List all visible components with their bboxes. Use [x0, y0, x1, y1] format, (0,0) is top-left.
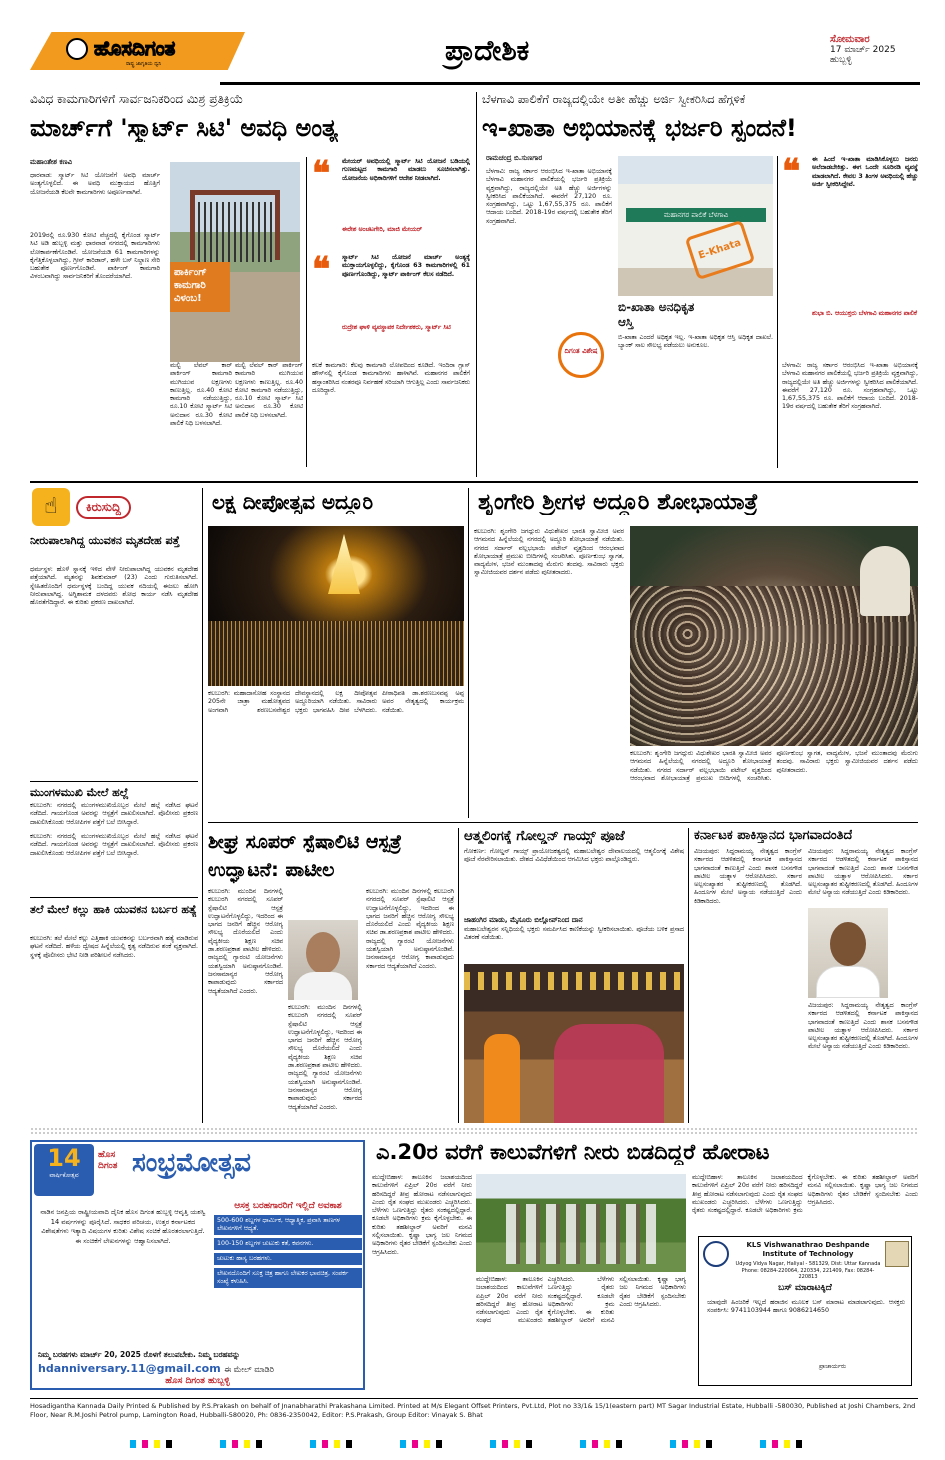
kiru1-text: ಧರ್ಮಸ್ಥಳ: ಹೊಳೆ ಸ್ನಾನಕ್ಕೆ ಇಳಿದ ವೇಳೆ ನೀರುಪಾಲಾಗಿದ್ದ ಯುವಕನ ಮೃತದೇಹ ಪತ್ತೆಯಾಗಿದೆ. ಮೃತನನ್ನು ಶಿವಕುಮಾರ್ (23) ಎಂದು ಗುರುತಿಸಲಾಗಿದೆ. ಸ್ನೇಹಿತರೊಂದಿಗೆ ಧರ್ಮಸ್ಥಳಕ್ಕೆ ಬಂದಿದ್ದ ಯುವಕ ನದಿಯಲ್ಲಿ ಈಜಲು ಹೋಗಿ ನೀರುಪಾಲಾಗಿದ್ದ. ಅಗ್ನಿಶಾಮಕ ದಳದವರು ಶೋಧ ಕಾರ್ಯ ನಡೆಸಿ ಮೃತದೇಹ ಹೊರತೆಗೆದಿದ್ದಾರೆ. ಈ ಕುರಿತು ಪ್ರಕರಣ ದಾಖಲಾಗಿದೆ.	[30, 566, 198, 607]
rule-4: ಲೇಖನದೊಂದಿಗೆ ಸೂಕ್ತ ಚಿತ್ರ ಹಾಗೂ ಲೇಖಕರ ಭಾವಚಿತ್ರ, ಸಂಪರ್ಕ ಸಂಖ್ಯೆ ಕಳುಹಿಸಿ.	[214, 1268, 362, 1288]
masthead	[30, 32, 918, 88]
devotees	[554, 1024, 664, 1123]
masthead-city: ಹುಬ್ಬಳ್ಳಿ	[830, 55, 852, 65]
anniv-number: 14	[47, 1144, 81, 1172]
parking-callout-text: ಪಾರ್ಕಿಂಗ್ ಕಾಮಗಾರಿ ವಿಳಂಬ!	[174, 267, 207, 304]
pooja-headline: ಆತ್ಮಲಿಂಗಕ್ಕೆ ಗೋಲ್ಡನ್ ಗಾಯ್ಸ್ ಪೂಜೆ	[464, 828, 625, 844]
kiru3-text: ಕಲಬುರಗಿ: ತಲೆ ಮೇಲೆ ಕಲ್ಲು ಎತ್ತಿಹಾಕಿ ಯುವಕನನ್ನು ಬರ್ಬರವಾಗಿ ಹತ್ಯೆ ಮಾಡಿರುವ ಘಟನೆ ನಡೆದಿದೆ. ಹಳೆಯ ದ್ವೇಷದ ಹಿನ್ನೆಲೆಯಲ್ಲಿ ಕೃತ್ಯ ನಡೆದಿರುವ ಶಂಕೆ ವ್ಯಕ್ತವಾಗಿದೆ. ಸ್ಥಳಕ್ಕೆ ಪೊಲೀಸರು ಭೇಟಿ ನೀಡಿ ಪರಿಶೀಲನೆ ನಡೆಸಿದರು.	[30, 935, 198, 959]
pakistan-text-col1: ವಿಜಯಪುರ: ಸಿದ್ದರಾಮಯ್ಯ ನೇತೃತ್ವದ ಕಾಂಗ್ರೆಸ್ ಸರ್ಕಾರದ ಆಡಳಿತದಲ್ಲಿ ಕರ್ನಾಟಕ ಪಾಕಿಸ್ತಾನದ ಭಾಗವಾದಂತೆ ಕಾಣುತ್ತಿದೆ ಎಂದು ಶಾಸಕ ಬಸನಗೌಡ ಪಾಟೀಲ ಯತ್ನಾಳ ಆರೋಪಿಸಿದರು. ಸರ್ಕಾರ ಅಲ್ಪಸಂಖ್ಯಾತರ ತುಷ್ಟೀಕರಣದಲ್ಲಿ ತೊಡಗಿದೆ. ಹಿಂದೂಗಳ ಮೇಲೆ ಅನ್ಯಾಯ ನಡೆಯುತ್ತಿದೆ ಎಂದು ಕಿಡಿಕಾರಿದರು.	[694, 848, 802, 905]
ekhata-building-photo	[618, 156, 773, 296]
kls-emblem-icon	[885, 1241, 909, 1267]
parking-callout	[170, 262, 230, 312]
story2-body-col3: ಬೆಳಗಾವಿ: ರಾಜ್ಯ ಸರ್ಕಾರ ಆರಂಭಿಸಿದ ಇ-ಖಾತಾ ಅಭಿಯಾನಕ್ಕೆ ಬೆಳಗಾವಿ ಮಹಾನಗರ ಪಾಲಿಕೆಯಲ್ಲಿ ಭರ್ಜರಿ ಪ್ರತಿಕ್ರಿಯೆ ವ್ಯಕ್ತವಾಗಿದ್ದು, ರಾಜ್ಯದಲ್ಲಿಯೇ ಅತಿ ಹೆಚ್ಚು ಅರ್ಜಿಗಳನ್ನು ಸ್ವೀಕರಿಸಿದ ಪಾಲಿಕೆಯಾಗಿದೆ. ಈವರೆಗೆ 27,120 ರೂ. ಸಂಗ್ರಹವಾಗಿದ್ದು, ಒಟ್ಟು 1,67,55,375 ರೂ. ಪಾಲಿಕೆಗೆ ಆದಾಯ ಬಂದಿದೆ. 2018-19ರ ವರ್ಷದಲ್ಲಿ ಬಹುತೇಕ ತೆರಿಗೆ ಸಂಗ್ರಹವಾಗಿದೆ.	[782, 362, 918, 411]
story-deepotsava	[208, 488, 464, 818]
quote3-author: ಶುಭಾ ಬಿ. ಆಯುಕ್ತರು ಬೆಳಗಾವಿ ಮಹಾನಗರ ಪಾಲಿಕೆ	[812, 310, 917, 317]
temple-tower	[328, 534, 360, 594]
sambhrama-ad	[30, 1140, 365, 1390]
farmers-group	[506, 1204, 656, 1264]
pooja-photo	[464, 964, 684, 1123]
kiru2-text-cont: ಕಲಬುರಗಿ: ನಗರದಲ್ಲಿ ಮುಂಗಳಮುಖಿಯೊಬ್ಬರ ಮೇಲೆ ಹಲ್ಲೆ ನಡೆಸಿದ ಘಟನೆ ನಡೆದಿದೆ. ಗಾಯಗೊಂಡ ಅವರನ್ನು ಆಸ್ಪತ್ರೆಗೆ ದಾಖಲಿಸಲಾಗಿದೆ. ಪೊಲೀಸರು ಪ್ರಕರಣ ದಾಖಲಿಸಿಕೊಂಡು ಆರೋಪಿಗಳ ಪತ್ತೆಗೆ ಬಲೆ ಬೀಸಿದ್ದಾರೆ.	[30, 833, 198, 857]
shringeri-photo	[630, 526, 918, 746]
kirusuddi-header	[30, 488, 198, 528]
priest-1	[484, 1034, 520, 1123]
imprint: Hosadigantha Kannada Daily Printed & Published by P.S.Prakash on behalf of Jnanabharathi Prakashana Limited. Printed at M/s Elegant Offset Printers, Pvt.Ltd, Plot no 33/1& 15/1(eastern part) MT Sagar Industrial Estate, Hubballi -580030, Published at Joshi Chambers, 2nd Floor, Near R.M.Joshi Petrol pump, Lamington Road, Hubballi-580020, Ph: 0836-2350042, Editor: P.S.Prakash, Group Editor: Vinayak S. Bhat	[30, 1402, 916, 1419]
masthead-date-block	[830, 34, 920, 65]
masthead-day: ಸೋಮವಾರ	[830, 34, 870, 45]
canal-text-col2: ಮುದ್ದೇಬಿಹಾಳ: ತಾಲೂಕಿನ ಜಲಾಶಯದಿಂದ ಕಾಲುವೆಗಳಿಗೆ ಏಪ್ರಿಲ್ 20ರ ವರೆಗೆ ನೀರು ಹರಿಸದಿದ್ದರೆ ತೀವ್ರ ಹೋರಾಟ ನಡೆಸಲಾಗುವುದು ಎಂದು ರೈತ ಸಂಘದ ಮುಖಂಡರು ಎಚ್ಚರಿಸಿದರು. ಬೆಳೆಗಳು ಒಣಗುತ್ತಿದ್ದು ರೈತರು ಸಂಕಷ್ಟದಲ್ಲಿದ್ದಾರೆ. ಕೂಡಲೇ ಅಧಿಕಾರಿಗಳು ಕ್ರಮ ಕೈಗೊಳ್ಳಬೇಕು. ಈ ಕುರಿತು ತಹಶೀಲ್ದಾರ್ ಅವರಿಗೆ ಮನವಿ ಸಲ್ಲಿಸಲಾಯಿತು. ಕೃಷ್ಣಾ ಭಾಗ್ಯ ಜಲ ನಿಗಮದ ಅಧಿಕಾರಿಗಳು ರೈತರ ಬೇಡಿಕೆಗೆ ಸ್ಪಂದಿಸಬೇಕು ಎಂದು ಆಗ್ರಹಿಸಿದರು.	[476, 1276, 686, 1325]
deepotsava-headline: ಲಕ್ಷ ದೀಪೋತ್ಸವ ಅದ್ದೂರಿ	[212, 490, 374, 514]
sambhrama-deadline: ನಿಮ್ಮ ಬರಹಗಳು ಮಾರ್ಚ್ 20, 2025 ರೊಳಗೆ ತಲುಪಬೇಕು. ನಿಮ್ಮ ಬರಹವನ್ನು	[38, 1350, 240, 1359]
shringeri-headline: ಶೃಂಗೇರಿ ಶ್ರೀಗಳ ಅದ್ದೂರಿ ಶೋಭಾಯಾತ್ರೆ	[478, 490, 758, 515]
section-title: ಪ್ರಾದೇಶಿಕ	[445, 34, 530, 67]
divider-1	[30, 481, 918, 483]
rule-2: 100-150 ಶಬ್ದಗಳ ಚುಟುಕು ಕತೆ, ಕವನಗಳು.	[214, 1238, 362, 1250]
deepo-divider-v	[468, 488, 469, 818]
story1-quote1	[312, 154, 470, 248]
yatnal-photo	[808, 908, 888, 998]
pooja-text: ಗೋಕರ್ಣ: ಗೋಲ್ಡನ್ ಗಾಯ್ಸ್ ಪ್ರಾಯೋಜಕತ್ವದಲ್ಲಿ ಮಹಾಬಲೇಶ್ವರ ದೇವಾಲಯದಲ್ಲಿ ಆತ್ಮಲಿಂಗಕ್ಕೆ ವಿಶೇಷ ಪೂಜೆ ನೆರವೇರಿಸಲಾಯಿತು. ದೇಶದ ವಿವಿಧೆಡೆಯಿಂದ ಆಗಮಿಸಿದ ಭಕ್ತರು ಪಾಲ್ಗೊಂಡಿದ್ದರು.	[464, 848, 684, 864]
story2-body: ಬೆಳಗಾವಿ: ರಾಜ್ಯ ಸರ್ಕಾರ ಆರಂಭಿಸಿದ ಇ-ಖಾತಾ ಅಭಿಯಾನಕ್ಕೆ ಬೆಳಗಾವಿ ಮಹಾನಗರ ಪಾಲಿಕೆಯಲ್ಲಿ ಭರ್ಜರಿ ಪ್ರತಿಕ್ರಿಯೆ ವ್ಯಕ್ತವಾಗಿದ್ದು, ರಾಜ್ಯದಲ್ಲಿಯೇ ಅತಿ ಹೆಚ್ಚು ಅರ್ಜಿಗಳನ್ನು ಸ್ವೀಕರಿಸಿದ ಪಾಲಿಕೆಯಾಗಿದೆ. ಈವರೆಗೆ 27,120 ರೂ. ಸಂಗ್ರಹವಾಗಿದ್ದು, ಒಟ್ಟು 1,67,55,375 ರೂ. ಪಾಲಿಕೆಗೆ ಆದಾಯ ಬಂದಿದೆ. 2018-19ರ ವರ್ಷದಲ್ಲಿ ಬಹುತೇಕ ತೆರಿಗೆ ಸಂಗ್ರಹವಾಗಿದೆ.	[486, 168, 612, 225]
kiru2-title: ಮುಂಗಳಮುಖಿ ಮೇಲೆ ಹಲ್ಲೆ	[30, 786, 129, 799]
gate-bars	[198, 202, 272, 262]
quote2-text: ಸ್ಮಾರ್ಟ್ ಸಿಟಿ ಯೋಜನೆ ಮಾರ್ಚ್ ಅಂತ್ಯಕ್ಕೆ ಮುಕ್ತಾಯಗೊಳ್ಳಲಿದ್ದು, ಕೈಗೊಂಡ 63 ಕಾಮಗಾರಿಗಳಲ್ಲಿ 61 ಪೂರ್ಣಗೊಂಡಿದ್ದು, ಸ್ಮಾರ್ಟ್ ಪಾರ್ಕಿಂಗ್ ಕೆಲಸ ನಡೆದಿದೆ.	[342, 254, 470, 278]
story2-headline: ಇ-ಖಾತಾ ಅಭಿಯಾನಕ್ಕೆ ಭರ್ಜರಿ ಸ್ಪಂದನೆ!	[482, 114, 797, 142]
sambhrama-footer: ಹೊಸ ದಿಗಂತ ಹುಬ್ಬಳ್ಳಿ	[165, 1376, 230, 1386]
imprint-rule	[30, 1398, 918, 1399]
anniv-small: ಹೊಸ ದಿಗಂತ	[98, 1150, 118, 1171]
quote1-author: ಈರೇಶ ಅಂಚಟಗೇರಿ, ಮಾಜಿ ಮೇಯರ್	[342, 226, 423, 233]
hospital-headline: ಶೀಘ್ರ ಸೂಪರ್ ಸ್ಪೆಷಾಲಿಟಿ ಆಸ್ಪತ್ರೆ ಉದ್ಘಾಟನೆ: ಪಾಟೀಲ	[208, 831, 402, 881]
kls-ad-text: ಯಾವುದೇ ಹಿಂಜರಿಕೆ ಇಲ್ಲದೆ ಹರಾಜಿನ ಮೂಲಕ ಬಸ್ ಮಾರಾಟ ಮಾಡಲಾಗುವುದು. ಆಸಕ್ತರು ಸಂಪರ್ಕಿಸಿ: 9741103944 ಹಾಗೂ 9086214650	[707, 1299, 905, 1315]
kiru2-text: ಕಲಬುರಗಿ: ನಗರದಲ್ಲಿ ಮುಂಗಳಮುಖಿಯೊಬ್ಬರ ಮೇಲೆ ಹಲ್ಲೆ ನಡೆಸಿದ ಘಟನೆ ನಡೆದಿದೆ. ಗಾಯಗೊಂಡ ಅವರನ್ನು ಆಸ್ಪತ್ರೆಗೆ ದಾಖಲಿಸಲಾಗಿದೆ. ಪೊಲೀಸರು ಪ್ರಕರಣ ದಾಖಲಿಸಿಕೊಂಡು ಆರೋಪಿಗಳ ಪತ್ತೆಗೆ ಬಲೆ ಬೀಸಿದ್ದಾರೆ.	[30, 802, 198, 826]
kiru1-title: ನೀರುಪಾಲಾಗಿದ್ದ ಯುವಕನ ಮೃತದೇಹ ಪತ್ತೆ	[30, 534, 180, 547]
deepotsava-text: ಕಲಬುರಗಿ: ಮಹಾದಾಸೋಹ ಸಂಸ್ಥಾನದ 205ನೇ ಜಾತ್ರಾ ಮಹೋತ್ಸವದ ಅಂಗವಾಗಿ ಶರಣಬಸವೇಶ್ವರ ದೇವಸ್ಥಾನದಲ್ಲಿ ಲಕ್ಷ ದೀಪೋತ್ಸವ ಅದ್ದೂರಿಯಾಗಿ ನಡೆಯಿತು. ಸಾವಿರಾರು ಭಕ್ತರು ಭಾಗವಹಿಸಿ ದೀಪ ಬೆಳಗಿದರು. ಪೀಠಾಧಿಪತಿ ಡಾ.ಶರಣಬಸವಪ್ಪ ಅಪ್ಪ ಅವರ ನೇತೃತ್ವದಲ್ಲಿ ಕಾರ್ಯಕ್ರಮ ನಡೆಯಿತು.	[208, 690, 464, 714]
hospital-text-col1: ಕಲಬುರಗಿ: ಮುಂದಿನ ದಿನಗಳಲ್ಲಿ ಕಲಬುರಗಿ ನಗರದಲ್ಲಿ ಸೂಪರ್ ಸ್ಪೆಷಾಲಿಟಿ ಆಸ್ಪತ್ರೆ ಉದ್ಘಾಟನೆಗೊಳ್ಳಲಿದ್ದು, ಇದರಿಂದ ಈ ಭಾಗದ ಜನರಿಗೆ ಹೆಚ್ಚಿನ ಆರೋಗ್ಯ ಸೌಲಭ್ಯ ದೊರೆಯಲಿದೆ ಎಂದು ವೈದ್ಯಕೀಯ ಶಿಕ್ಷಣ ಸಚಿವ ಡಾ.ಶರಣಪ್ರಕಾಶ ಪಾಟೀಲ ಹೇಳಿದರು. ರಾಜ್ಯದಲ್ಲಿ ಗ್ಯಾರಂಟಿ ಯೋಜನೆಗಳು ಯಶಸ್ವಿಯಾಗಿ ಅನುಷ್ಠಾನಗೊಂಡಿವೆ. ಜನಸಾಮಾನ್ಯರ ಆರೋಗ್ಯ ಕಾಪಾಡುವುದು ಸರ್ಕಾರದ ಆದ್ಯತೆಯಾಗಿದೆ ಎಂದರು.	[208, 888, 283, 995]
story2-caption-block	[618, 300, 773, 468]
quote1-text: ಮೇಯರ್ ಅವಧಿಯಲ್ಲಿ ಸ್ಮಾರ್ಟ್ ಸಿಟಿ ಯೋಜನೆ ಬಡಿಯಲ್ಲಿ ಗುಣಮಟ್ಟದ ಕಾಮಗಾರಿ ಮಾಡಲು ಸೂಚಿಸಲಾಗಿತ್ತು. ಯೋಜನೆಯ ಅಧಿಕಾರಿಗಳಿಗೆ ಆದೇಶ ನೀಡಲಾಗಿದೆ.	[342, 158, 470, 182]
story1-quote2	[312, 250, 470, 354]
story-shringeri	[474, 488, 918, 818]
email-address[interactable]: hdanniversary.11@gmail.com	[38, 1362, 221, 1375]
story2-caption: ಬಿ-ಖಾತಾ ಅನಧಿಕೃತ ಆಸ್ತಿ	[618, 300, 695, 329]
bells	[464, 972, 684, 990]
yatnal-face	[830, 922, 866, 966]
kiru-divider-2	[30, 897, 198, 898]
kls-ad-title: ಬಸ್ ಮಾರಾಟಕ್ಕಿದೆ	[778, 1283, 832, 1293]
masthead-rule	[220, 82, 920, 85]
story-ekhata	[482, 92, 918, 472]
kiru3-title: ತಲೆ ಮೇಲೆ ಕಲ್ಲು ಹಾಕಿ ಯುವಕನ ಬರ್ಬರ ಹತ್ಯೆ	[30, 903, 197, 916]
quote3-mark-icon: ❝	[782, 152, 801, 192]
kirusuddi-label: ಕಿರುಸುದ್ದಿ	[76, 496, 131, 519]
yatnal-shirt	[816, 966, 880, 998]
logo-text: ಹೊಸದಿಗಂತ	[94, 36, 176, 60]
story-smart-city	[30, 92, 470, 472]
story1-headline: ಮಾರ್ಚ್‌ಗೆ 'ಸ್ಮಾರ್ಟ್ ಸಿಟಿ' ಅವಧಿ ಅಂತ್ಯ	[30, 114, 338, 142]
kls-ad	[698, 1236, 912, 1386]
story-pakistan	[694, 828, 918, 1123]
story2-kicker: ಬೆಳಗಾವಿ ಪಾಲಿಕೆಗೆ ರಾಜ್ಯದಲ್ಲಿಯೇ ಅತೀ ಹೆಚ್ಚು ಅರ್ಜಿ ಸ್ವೀಕರಿಸಿದ ಹೆಗ್ಗಳಿಕೆ	[482, 92, 746, 106]
kirusuddi-column-2	[30, 833, 198, 1123]
patil-face	[306, 932, 340, 974]
palanquin	[860, 546, 910, 616]
anniv-sub: ವಾರ್ಷಿಕೋತ್ಸವ	[49, 1172, 79, 1179]
story1-divider	[306, 157, 307, 467]
pakistan-text-col2: ವಿಜಯಪುರ: ಸಿದ್ದರಾಮಯ್ಯ ನೇತೃತ್ವದ ಕಾಂಗ್ರೆಸ್ ಸರ್ಕಾರದ ಆಡಳಿತದಲ್ಲಿ ಕರ್ನಾಟಕ ಪಾಕಿಸ್ತಾನದ ಭಾಗವಾದಂತೆ ಕಾಣುತ್ತಿದೆ ಎಂದು ಶಾಸಕ ಬಸನಗೌಡ ಪಾಟೀಲ ಯತ್ನಾಳ ಆರೋಪಿಸಿದರು. ಸರ್ಕಾರ ಅಲ್ಪಸಂಖ್ಯಾತರ ತುಷ್ಟೀಕರಣದಲ್ಲಿ ತೊಡಗಿದೆ. ಹಿಂದೂಗಳ ಮೇಲೆ ಅನ್ಯಾಯ ನಡೆಯುತ್ತಿದೆ ಎಂದು ಕಿಡಿಕಾರಿದರು.	[808, 848, 918, 897]
story2-divider	[777, 156, 778, 468]
email-suffix: ಈ ಮೇಲ್ ಮಾಡಿರಿ	[224, 1365, 274, 1374]
story2-byline: ರಾಮಚಂದ್ರ ಬಿ.ಸುಣಗಾರ	[486, 154, 543, 162]
pakistan-text-col3: ವಿಜಯಪುರ: ಸಿದ್ದರಾಮಯ್ಯ ನೇತೃತ್ವದ ಕಾಂಗ್ರೆಸ್ ಸರ್ಕಾರದ ಆಡಳಿತದಲ್ಲಿ ಕರ್ನಾಟಕ ಪಾಕಿಸ್ತಾನದ ಭಾಗವಾದಂತೆ ಕಾಣುತ್ತಿದೆ ಎಂದು ಶಾಸಕ ಬಸನಗೌಡ ಪಾಟೀಲ ಯತ್ನಾಳ ಆರೋಪಿಸಿದರು. ಸರ್ಕಾರ ಅಲ್ಪಸಂಖ್ಯಾತರ ತುಷ್ಟೀಕರಣದಲ್ಲಿ ತೊಡಗಿದೆ. ಹಿಂದೂಗಳ ಮೇಲೆ ಅನ್ಯಾಯ ನಡೆಯುತ್ತಿದೆ ಎಂದು ಕಿಡಿಕಾರಿದರು.	[808, 1002, 918, 1051]
logo-emblem-icon	[66, 38, 88, 60]
logo-tagline: ರಾಷ್ಟ್ರ ಜಾಗೃತಿಯ ಧ್ವನಿ	[126, 61, 162, 67]
quote2-mark-icon: ❝	[312, 250, 331, 290]
shringeri-text: ಕಲಬುರಗಿ: ಶೃಂಗೇರಿ ಜಗದ್ಗುರು ವಿಧುಶೇಖರ ಭಾರತಿ ಸ್ವಾಮೀಜಿ ಅವರ ಆಗಮನದ ಹಿನ್ನೆಲೆಯಲ್ಲಿ ನಗರದಲ್ಲಿ ಅದ್ದೂರಿ ಶೋಭಾಯಾತ್ರೆ ನಡೆಯಿತು. ನಗರದ ಸರ್ದಾರ್ ವಲ್ಲಭಭಾಯಿ ಪಟೇಲ್ ವೃತ್ತದಿಂದ ಆರಂಭವಾದ ಶೋಭಾಯಾತ್ರೆ ಪ್ರಮುಖ ಬೀದಿಗಳಲ್ಲಿ ಸಂಚರಿಸಿತು. ಪೂರ್ಣಕುಂಭ ಸ್ವಾಗತ, ವಾದ್ಯಮೇಳ, ಭಜನೆ ಮುಂತಾದವು ಮೆರುಗು ತಂದವು. ಸಾವಿರಾರು ಭಕ್ತರು ಸ್ವಾಮೀಜಿಯವರ ದರ್ಶನ ಪಡೆದು ಪುನೀತರಾದರು.	[474, 528, 624, 577]
story-pooja	[464, 828, 684, 1123]
story1-byline: ಮಹಾಂತೇಶ ಕಣವಿ	[30, 158, 72, 166]
kls-phone: Phone: 08284-220064, 220334, 221409, Fax: 08284-220813	[741, 1268, 875, 1280]
canal-photo	[476, 1174, 686, 1272]
pooja-subtext: ಮಹಾಬಲೇಶ್ವರನ ಸನ್ನಿಧಿಯಲ್ಲಿ ಭಕ್ತರು ಸಮರ್ಪಿಸಿದ ಕಾಣಿಕೆಯನ್ನು ಸ್ವೀಕರಿಸಲಾಯಿತು. ಪೂಜೆಯ ಬಳಿಕ ಪ್ರಸಾದ ವಿತರಣೆ ನಡೆಯಿತು.	[464, 926, 684, 942]
anniv-badge	[34, 1144, 94, 1196]
kirusuddi-column	[30, 488, 198, 833]
patil-photo	[288, 920, 358, 1000]
story2-caption-text: ಬಿ-ಖಾತಾ ಎಂದರೆ ಅಧಿಕೃತ ಇಲ್ಲ. ಇ-ಖಾತಾ ಅಧಿಕೃತ ಆಸ್ತಿ ಅಧಿಕೃತ ದಾಖಲೆ. ಬ್ಯಾಂಕ್ ಸಾಲ ಸೌಲಭ್ಯ ಪಡೆಯಲು ಅನುಕೂಲ.	[618, 334, 773, 350]
rule-3: ಚುಟುಕು ಹಾಸ್ಯ ಬರಹಗಳು.	[214, 1253, 362, 1265]
dotted-separator	[30, 1127, 918, 1135]
quote3-text: ಈ ಹಿಂದೆ ಇ-ಖಾತಾ ಮಾಡಿಸಿಕೊಳ್ಳಲು ಜನರು ಅಲೆದಾಡಬೇಕಿತ್ತು. ಈಗ ಒಂದೇ ಸೂರಿನಡಿ ವ್ಯವಸ್ಥೆ ಮಾಡಲಾಗಿದೆ. ಕೇವಲ 3 ತಿಂಗಳ ಅವಧಿಯಲ್ಲಿ ಹೆಚ್ಚು ಅರ್ಜಿ ಸ್ವೀಕರಿಸಿದ್ದೇವೆ.	[812, 156, 918, 188]
canal-text-col1: ಮುದ್ದೇಬಿಹಾಳ: ತಾಲೂಕಿನ ಜಲಾಶಯದಿಂದ ಕಾಲುವೆಗಳಿಗೆ ಏಪ್ರಿಲ್ 20ರ ವರೆಗೆ ನೀರು ಹರಿಸದಿದ್ದರೆ ತೀವ್ರ ಹೋರಾಟ ನಡೆಸಲಾಗುವುದು ಎಂದು ರೈತ ಸಂಘದ ಮುಖಂಡರು ಎಚ್ಚರಿಸಿದರು. ಬೆಳೆಗಳು ಒಣಗುತ್ತಿದ್ದು ರೈತರು ಸಂಕಷ್ಟದಲ್ಲಿದ್ದಾರೆ. ಕೂಡಲೇ ಅಧಿಕಾರಿಗಳು ಕ್ರಮ ಕೈಗೊಳ್ಳಬೇಕು. ಈ ಕುರಿತು ತಹಶೀಲ್ದಾರ್ ಅವರಿಗೆ ಮನವಿ ಸಲ್ಲಿಸಲಾಯಿತು. ಕೃಷ್ಣಾ ಭಾಗ್ಯ ಜಲ ನಿಗಮದ ಅಧಿಕಾರಿಗಳು ರೈತರ ಬೇಡಿಕೆಗೆ ಸ್ಪಂದಿಸಬೇಕು ಎಂದು ಆಗ್ರಹಿಸಿದರು.	[372, 1174, 472, 1256]
story-hospital	[208, 828, 454, 1123]
story1-body: 2019ರಲ್ಲಿ ರೂ.930 ಕೋಟಿ ವೆಚ್ಚದಲ್ಲಿ ಕೈಗೊಂಡ ಸ್ಮಾರ್ಟ್ ಸಿಟಿ ಅಡಿ ಹುಬ್ಬಳ್ಳಿ ಮತ್ತು ಧಾರವಾಡ ನಗರದಲ್ಲಿ ಕಾಮಗಾರಿಗಳು ಲೋಕಾರ್ಪಣೆಗೊಂಡಿವೆ. ಯೋಜನೆಯಡಿ 61 ಕಾಮಗಾರಿಗಳನ್ನು ಕೈಗೆತ್ತಿಕೊಳ್ಳಲಾಗಿದ್ದು, ಗ್ರೀನ್ ಕಾರಿಡಾರ್, ಹಳೇ ಬಸ್ ನಿಲ್ದಾಣ ಸೇರಿ ಬಹುತೇಕ ಪೂರ್ಣಗೊಂಡಿವೆ. ಪಾರ್ಕಿಂಗ್ ಕಾಮಗಾರಿ ವಿಳಂಬವಾಗಿದ್ದು ಸಾರ್ವಜನಿಕರಿಗೆ ತೊಂದರೆಯಾಗಿದೆ.	[30, 232, 160, 281]
pooja-divider-v	[688, 828, 689, 1123]
deepotsava-photo	[208, 526, 464, 686]
shringeri-text-2: ಕಲಬುರಗಿ: ಶೃಂಗೇರಿ ಜಗದ್ಗುರು ವಿಧುಶೇಖರ ಭಾರತಿ ಸ್ವಾಮೀಜಿ ಅವರ ಆಗಮನದ ಹಿನ್ನೆಲೆಯಲ್ಲಿ ನಗರದಲ್ಲಿ ಅದ್ದೂರಿ ಶೋಭಾಯಾತ್ರೆ ನಡೆಯಿತು. ನಗರದ ಸರ್ದಾರ್ ವಲ್ಲಭಭಾಯಿ ಪಟೇಲ್ ವೃತ್ತದಿಂದ ಆರಂಭವಾದ ಶೋಭಾಯಾತ್ರೆ ಪ್ರಮುಖ ಬೀದಿಗಳಲ್ಲಿ ಸಂಚರಿಸಿತು. ಪೂರ್ಣಕುಂಭ ಸ್ವಾಗತ, ವಾದ್ಯಮೇಳ, ಭಜನೆ ಮುಂತಾದವು ಮೆರುಗು ತಂದವು. ಸಾವಿರಾರು ಭಕ್ತರು ಸ್ವಾಮೀಜಿಯವರ ದರ್ಶನ ಪಡೆದು ಪುನೀತರಾದರು.	[630, 750, 918, 782]
story1-kicker: ವಿವಿಧ ಕಾಮಗಾರಿಗಳಿಗೆ ಸಾರ್ವಜನಿಕರಿಂದ ಮಿಶ್ರ ಪ್ರತಿಕ್ರಿಯೆ	[30, 92, 244, 106]
divider-2	[208, 822, 918, 823]
story1-lead: ಧಾರವಾಡ: ಸ್ಮಾರ್ಟ್ ಸಿಟಿ ಯೋಜನೆಗೆ ಅವಧಿ ಮಾರ್ಚ್ ಅಂತ್ಯಗೊಳ್ಳಲಿದೆ. ಈ ಅವಧಿ ಮುಕ್ತಾಯದ ಹೊತ್ತಿಗೆ ಯೋಜನೆಯಡಿ ಕೆಲವೇ ಕಾಮಗಾರಿಗಳು ಅಪೂರ್ಣವಾಗಿವೆ.	[30, 172, 160, 196]
canal-headline: ಎ.20ರ ವರೆಗೆ ಕಾಲುವೆಗಳಿಗೆ ನೀರು ಬಿಡದಿದ್ದರೆ ಹೋರಾಟ	[376, 1140, 770, 1164]
kls-logo-icon	[703, 1241, 729, 1267]
rule-1: 500-600 ಶಬ್ದಗಳ ಧಾರ್ಮಿಕ, ಆಧ್ಯಾತ್ಮಿಕ, ಪ್ರವಾಸಿ ತಾಣಗಳ ಲೇಖನಗಳಿಗೆ ಆದ್ಯತೆ.	[214, 1215, 362, 1235]
kls-org: KLS Vishwanathrao Deshpande Institute of Technology	[746, 1241, 870, 1258]
sambhrama-headline: ಸಂಭ್ರಮೋತ್ಸವ	[132, 1148, 252, 1178]
kls-addr: Udyog Vidya Nagar, Haliyal - 581329, Dist: Uttar Kannada	[735, 1261, 881, 1267]
patil-shirt	[294, 972, 352, 1000]
color-registration-marks	[130, 1440, 830, 1448]
masthead-logo	[66, 34, 246, 68]
hand-icon: ☝	[32, 488, 70, 526]
badge-text: ದಿಗಂತ ವಿಶೇಷ	[564, 347, 598, 355]
story1-side-text-2: ಮಲ್ಟಿ ಲೆವಲ್ ಕಾರ್ ಪಾರ್ಕಿಂಗ್ ಕಾಮಗಾರಿ ಮುಗಿಯುವ ಲಕ್ಷಣಗಳು ಕಾಣುತ್ತಿಲ್ಲ. ರೂ.40 ಕೋಟಿ ಕಾಮಗಾರಿ ನಡೆಯುತ್ತಿದ್ದು, ರೂ.10 ಕೋಟಿ ಸ್ಮಾರ್ಟ್ ಸಿಟಿ ಅನುದಾನ ರೂ.30 ಕೋಟಿ ಪಾಲಿಕೆ ನಿಧಿ ಬಳಸಲಾಗಿದೆ.	[170, 362, 232, 428]
story-canal	[372, 1140, 918, 1390]
story1-col3: ಕಲಕೆ ಕಾಮಗಾರಿ: ಕೆಲವು ಕಾಮಗಾರಿ ಲೋಪದಿಂದ ಕೂಡಿದೆ. ಇಂದಿರಾ ಗ್ಲಾಸ್ ಹೌಸ್‌ನಲ್ಲಿ ಕೈಗೊಂಡ ಕಾಮಗಾರಿಗಳು ಹಾಳಾಗಿವೆ. ಮಹಾನಗರ ಪಾಲಿಕೆಗೆ ಹಸ್ತಾಂತರಿಸಿದ ನಂತರವೂ ನಿರ್ವಹಣೆ ಸರಿಯಾಗಿ ಆಗುತ್ತಿಲ್ಲ ಎಂದು ಸಾರ್ವಜನಿಕರು ದೂರಿದ್ದಾರೆ.	[312, 362, 470, 394]
quote1-mark-icon: ❝	[312, 154, 331, 194]
pooja-subhead: ಜಾಹಂಗಿರ ಮಾಡು, ಮೈಸೂರು ಬಿಲ್ಲೋಪ್‌ನಿಂದ ದಾನ	[464, 916, 583, 924]
masthead-date: 17 ಮಾರ್ಚ್ 2025	[830, 45, 896, 55]
hospital-text-col3: ಕಲಬುರಗಿ: ಮುಂದಿನ ದಿನಗಳಲ್ಲಿ ಕಲಬುರಗಿ ನಗರದಲ್ಲಿ ಸೂಪರ್ ಸ್ಪೆಷಾಲಿಟಿ ಆಸ್ಪತ್ರೆ ಉದ್ಘಾಟನೆಗೊಳ್ಳಲಿದ್ದು, ಇದರಿಂದ ಈ ಭಾಗದ ಜನರಿಗೆ ಹೆಚ್ಚಿನ ಆರೋಗ್ಯ ಸೌಲಭ್ಯ ದೊರೆಯಲಿದೆ ಎಂದು ವೈದ್ಯಕೀಯ ಶಿಕ್ಷಣ ಸಚಿವ ಡಾ.ಶರಣಪ್ರಕಾಶ ಪಾಟೀಲ ಹೇಳಿದರು. ರಾಜ್ಯದಲ್ಲಿ ಗ್ಯಾರಂಟಿ ಯೋಜನೆಗಳು ಯಶಸ್ವಿಯಾಗಿ ಅನುಷ್ಠಾನಗೊಂಡಿವೆ. ಜನಸಾಮಾನ್ಯರ ಆರೋಗ್ಯ ಕಾಪಾಡುವುದು ಸರ್ಕಾರದ ಆದ್ಯತೆಯಾಗಿದೆ ಎಂದರು.	[366, 888, 454, 970]
kls-ad-sign: ಪ್ರಾಚಾರ್ಯರು	[819, 1363, 847, 1370]
hospital-text-col2: ಕಲಬುರಗಿ: ಮುಂದಿನ ದಿನಗಳಲ್ಲಿ ಕಲಬುರಗಿ ನಗರದಲ್ಲಿ ಸೂಪರ್ ಸ್ಪೆಷಾಲಿಟಿ ಆಸ್ಪತ್ರೆ ಉದ್ಘಾಟನೆಗೊಳ್ಳಲಿದ್ದು, ಇದರಿಂದ ಈ ಭಾಗದ ಜನರಿಗೆ ಹೆಚ್ಚಿನ ಆರೋಗ್ಯ ಸೌಲಭ್ಯ ದೊರೆಯಲಿದೆ ಎಂದು ವೈದ್ಯಕೀಯ ಶಿಕ್ಷಣ ಸಚಿವ ಡಾ.ಶರಣಪ್ರಕಾಶ ಪಾಟೀಲ ಹೇಳಿದರು. ರಾಜ್ಯದಲ್ಲಿ ಗ್ಯಾರಂಟಿ ಯೋಜನೆಗಳು ಯಶಸ್ವಿಯಾಗಿ ಅನುಷ್ಠಾನಗೊಂಡಿವೆ. ಜನಸಾಮಾನ್ಯರ ಆರೋಗ್ಯ ಕಾಪಾಡುವುದು ಸರ್ಕಾರದ ಆದ್ಯತೆಯಾಗಿದೆ ಎಂದರು.	[288, 1004, 362, 1111]
story2-quote	[782, 152, 918, 356]
quote2-author: ರುದ್ರೇಶ ಘಾಳಿ ವ್ಯವಸ್ಥಾಪಕ ನಿರ್ದೇಶಕರು, ಸ್ಮಾರ್ಟ್ ಸಿಟಿ	[342, 324, 451, 331]
story1-side-text: ಮಲ್ಟಿ ಲೆವಲ್ ಕಾರ್ ಪಾರ್ಕಿಂಗ್ ಕಾಮಗಾರಿ ಮುಗಿಯುವ ಲಕ್ಷಣಗಳು ಕಾಣುತ್ತಿಲ್ಲ. ರೂ.40 ಕೋಟಿ ಕಾಮಗಾರಿ ನಡೆಯುತ್ತಿದ್ದು, ರೂ.10 ಕೋಟಿ ಸ್ಮಾರ್ಟ್ ಸಿಟಿ ಅನುದಾನ ರೂ.30 ಕೋಟಿ ಪಾಲಿಕೆ ನಿಧಿ ಬಳಸಲಾಗಿದೆ.	[235, 362, 303, 419]
building-sign: ಮಹಾನಗರ ಪಾಲಿಕೆ ಬೆಳಗಾವಿ	[626, 208, 766, 222]
crowd-lights	[208, 621, 464, 686]
top-divider	[476, 92, 477, 477]
canal-text-col3: ಮುದ್ದೇಬಿಹಾಳ: ತಾಲೂಕಿನ ಜಲಾಶಯದಿಂದ ಕಾಲುವೆಗಳಿಗೆ ಏಪ್ರಿಲ್ 20ರ ವರೆಗೆ ನೀರು ಹರಿಸದಿದ್ದರೆ ತೀವ್ರ ಹೋರಾಟ ನಡೆಸಲಾಗುವುದು ಎಂದು ರೈತ ಸಂಘದ ಮುಖಂಡರು ಎಚ್ಚರಿಸಿದರು. ಬೆಳೆಗಳು ಒಣಗುತ್ತಿದ್ದು ರೈತರು ಸಂಕಷ್ಟದಲ್ಲಿದ್ದಾರೆ. ಕೂಡಲೇ ಅಧಿಕಾರಿಗಳು ಕ್ರಮ ಕೈಗೊಳ್ಳಬೇಕು. ಈ ಕುರಿತು ತಹಶೀಲ್ದಾರ್ ಅವರಿಗೆ ಮನವಿ ಸಲ್ಲಿಸಲಾಯಿತು. ಕೃಷ್ಣಾ ಭಾಗ್ಯ ಜಲ ನಿಗಮದ ಅಧಿಕಾರಿಗಳು ರೈತರ ಬೇಡಿಕೆಗೆ ಸ್ಪಂದಿಸಬೇಕು ಎಂದು ಆಗ್ರಹಿಸಿದರು.	[692, 1174, 918, 1215]
sambhrama-intro: ನಾಡಿನ ಜನಪ್ರಿಯ ರಾಷ್ಟ್ರೀಯವಾದಿ ದೈನಿಕ ಹೊಸ ದಿಗಂತ ಹುಬ್ಬಳ್ಳಿ ಆವೃತ್ತಿ ಯಶಸ್ವಿ 14 ವರ್ಷಗಳನ್ನು ಪೂರೈಸಿದೆ. ಸಾಧಕರ ಪರಿಚಯ, ಉತ್ತರ ಕರ್ನಾಟಕದ ವಿಶೇಷತೆಗಳು ಇತ್ಯಾದಿ ವಿಷಯಗಳ ಕುರಿತು ವಿಶೇಷ ಸಂಚಿಕೆ ಹೊರತರಲಾಗುತ್ತಿದೆ. ಈ ಸಂಚಿಕೆಗೆ ಲೇಖನಗಳನ್ನು ಆಹ್ವಾನಿಸಲಾಗಿದೆ.	[40, 1208, 206, 1245]
kiru-divider-1	[30, 781, 198, 782]
hospital-divider-v	[458, 828, 459, 1123]
box-title: ಆಸಕ್ತ ಬರಹಗಾರರಿಗೆ ಇಲ್ಲಿದೆ ಅವಕಾಶ	[234, 1201, 342, 1211]
pakistan-headline: ಕರ್ನಾಟಕ ಪಾಕಿಸ್ತಾನದ ಭಾಗವಾದಂತಿದೆ	[694, 828, 853, 843]
ekhata-stamp: E-Khata	[685, 220, 756, 280]
kiru-divider-v	[202, 488, 203, 1123]
sambhrama-box	[214, 1200, 362, 1348]
digantha-badge	[558, 332, 604, 378]
sambhrama-email	[38, 1362, 358, 1375]
